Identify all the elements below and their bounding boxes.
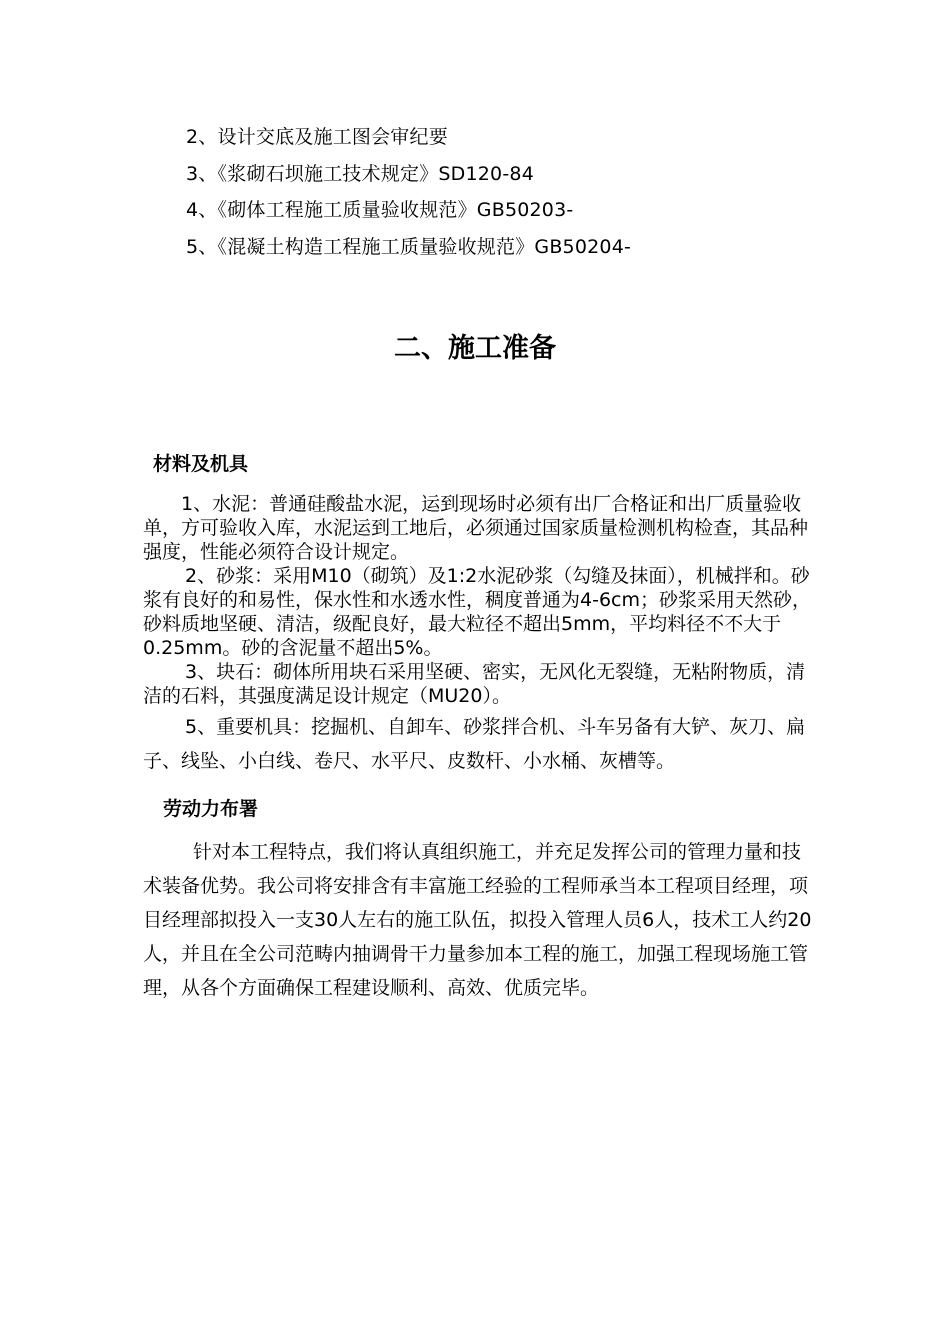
reference-item: 3、《浆砌石坝施工技术规定》SD120-84 xyxy=(186,163,534,185)
materials-item-equipment: 5、重要机具：挖掘机、自卸车、砂浆拌合机、斗车另备有大铲、灰刀、扁子、线坠、小白线、卷尺、水平尺、皮数杆、小水桶、灰槽等。 xyxy=(143,716,806,772)
materials-heading: 材料及机具 xyxy=(153,453,249,475)
labor-text: 针对本工程特点，我们将认真组织施工，并充足发挥公司的管理力量和技术装备优势。我公司将安排含有丰富施工经验的工程师承当本工程项目经理，项目经理部拟投入一支30人左右的施工队伍，拟投入管理人员6人，技术工人约20人，并且在全公司范畴内抽调骨干力量参加本工程的施工，加强工程现场施工管理，从各个方面确保工程建设顺利、高效、优质完毕。 xyxy=(143,841,812,999)
materials-list xyxy=(143,492,813,778)
materials-item-cement: 1、水泥：普通硅酸盐水泥，运到现场时必须有出厂合格证和出厂质量验收单，方可验收入库，水泥运到工地后，必须通过国家质量检测机构检查，其品种强度，性能必须符合设计规定。 xyxy=(143,493,809,563)
labor-paragraph xyxy=(143,835,813,1005)
materials-item-mortar: 2、砂浆：采用M10（砌筑）及1:2水泥砂浆（勾缝及抹面），机械拌和。砂浆有良好的和易性，保水性和水透水性，稠度普通为4-6cm；砂浆采用天然砂，砂料质地坚硬、清洁，级配良好，最大粒径不超出5mm，平均料径不不大于0.25mm。砂的含泥量不超出5%。 xyxy=(143,565,811,659)
labor-heading: 劳动力布署 xyxy=(163,798,259,820)
section-title: 二、施工准备 xyxy=(394,333,556,364)
materials-item-stone: 3、块石：砌体所用块石采用坚硬、密实，无风化无裂缝，无粘附物质，清洁的石料，其强度满足设计规定（MU20）。 xyxy=(143,661,806,707)
reference-item: 2、设计交底及施工图会审纪要 xyxy=(186,126,448,148)
reference-item: 4、《砌体工程施工质量验收规范》GB50203- xyxy=(186,199,574,221)
reference-item: 5、《混凝土构造工程施工质量验收规范》GB50204- xyxy=(186,236,632,258)
